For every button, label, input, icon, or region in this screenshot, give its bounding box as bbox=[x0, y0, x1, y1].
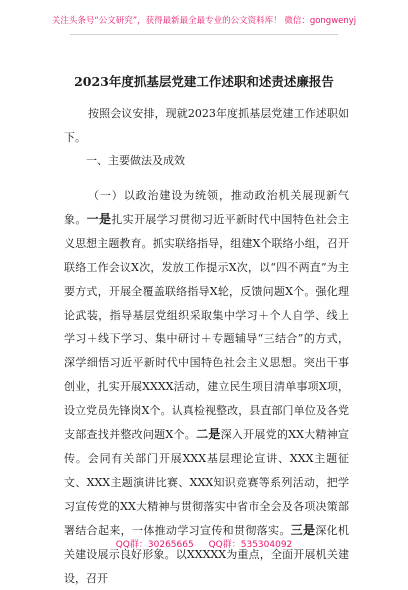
point-marker-3: 三是 bbox=[290, 522, 316, 537]
header-divider bbox=[70, 34, 338, 35]
point-text-3: 深化机关建设展示良好形象。以XXXXX为重点，全面开展机关建设，召开 bbox=[64, 523, 349, 585]
point-marker-2: 二是 bbox=[196, 427, 221, 442]
paragraph-lead: （一）以政治建设为统领，推动政治机关展现新气象。 bbox=[64, 189, 349, 226]
body-paragraph bbox=[64, 184, 349, 590]
intro-paragraph: 按照会议安排，现就2023年度抓基层党建工作述职如下。 bbox=[64, 107, 349, 144]
point-text-1: 扎实开展学习贯彻习近平新时代中国特色社会主义思想主题教育。抓实联络指导，组建X个联络小组，召开联络工作会议X次，发放工作提示X次，以“四不两直”为主要方式，开展全覆盖联络指导X轮，反馈问题X个。强化理论武装，指导基层党组织采取集中学习＋个人自学、线上学习＋线下学习、集中研讨＋专题辅导“三结合”的方式，深学细悟习近平新时代中国特色社会主义思想。突出干事创业，扎实开展XXXX活动，建立民生项目清单事项X项，设立党员先锋岗X个。认真检视整改，县直部门单位及各党支部查找并整改问题X个。 bbox=[64, 212, 349, 442]
header-banner: 关注头条号“公文研究”，获得最新最全最专业的公文资料库！ 微信：gongwenyj bbox=[51, 16, 357, 26]
section-heading: 一、主要做法及成效 bbox=[86, 154, 185, 167]
footer-contacts bbox=[0, 537, 408, 550]
document-title: 2023年度抓基层党建工作述职和述责述廉报告 bbox=[74, 74, 334, 89]
qq-group-2: QQ群：535304092 bbox=[208, 540, 293, 550]
qq-group-1: QQ群：30265665 bbox=[115, 540, 194, 550]
point-marker-1: 一是 bbox=[86, 211, 112, 226]
point-text-2: 深入开展党的XX大精神宣传。会同有关部门开展XXX基层理论宣讲、XXX主题征文、XXX主题演讲比赛、XXX知识竞赛等系列活动，把学习宣传党的XX大精神与贯彻落实中省市全会及各项决策部署结合起来，一体推动学习宣传和贯彻落实。 bbox=[64, 428, 349, 537]
